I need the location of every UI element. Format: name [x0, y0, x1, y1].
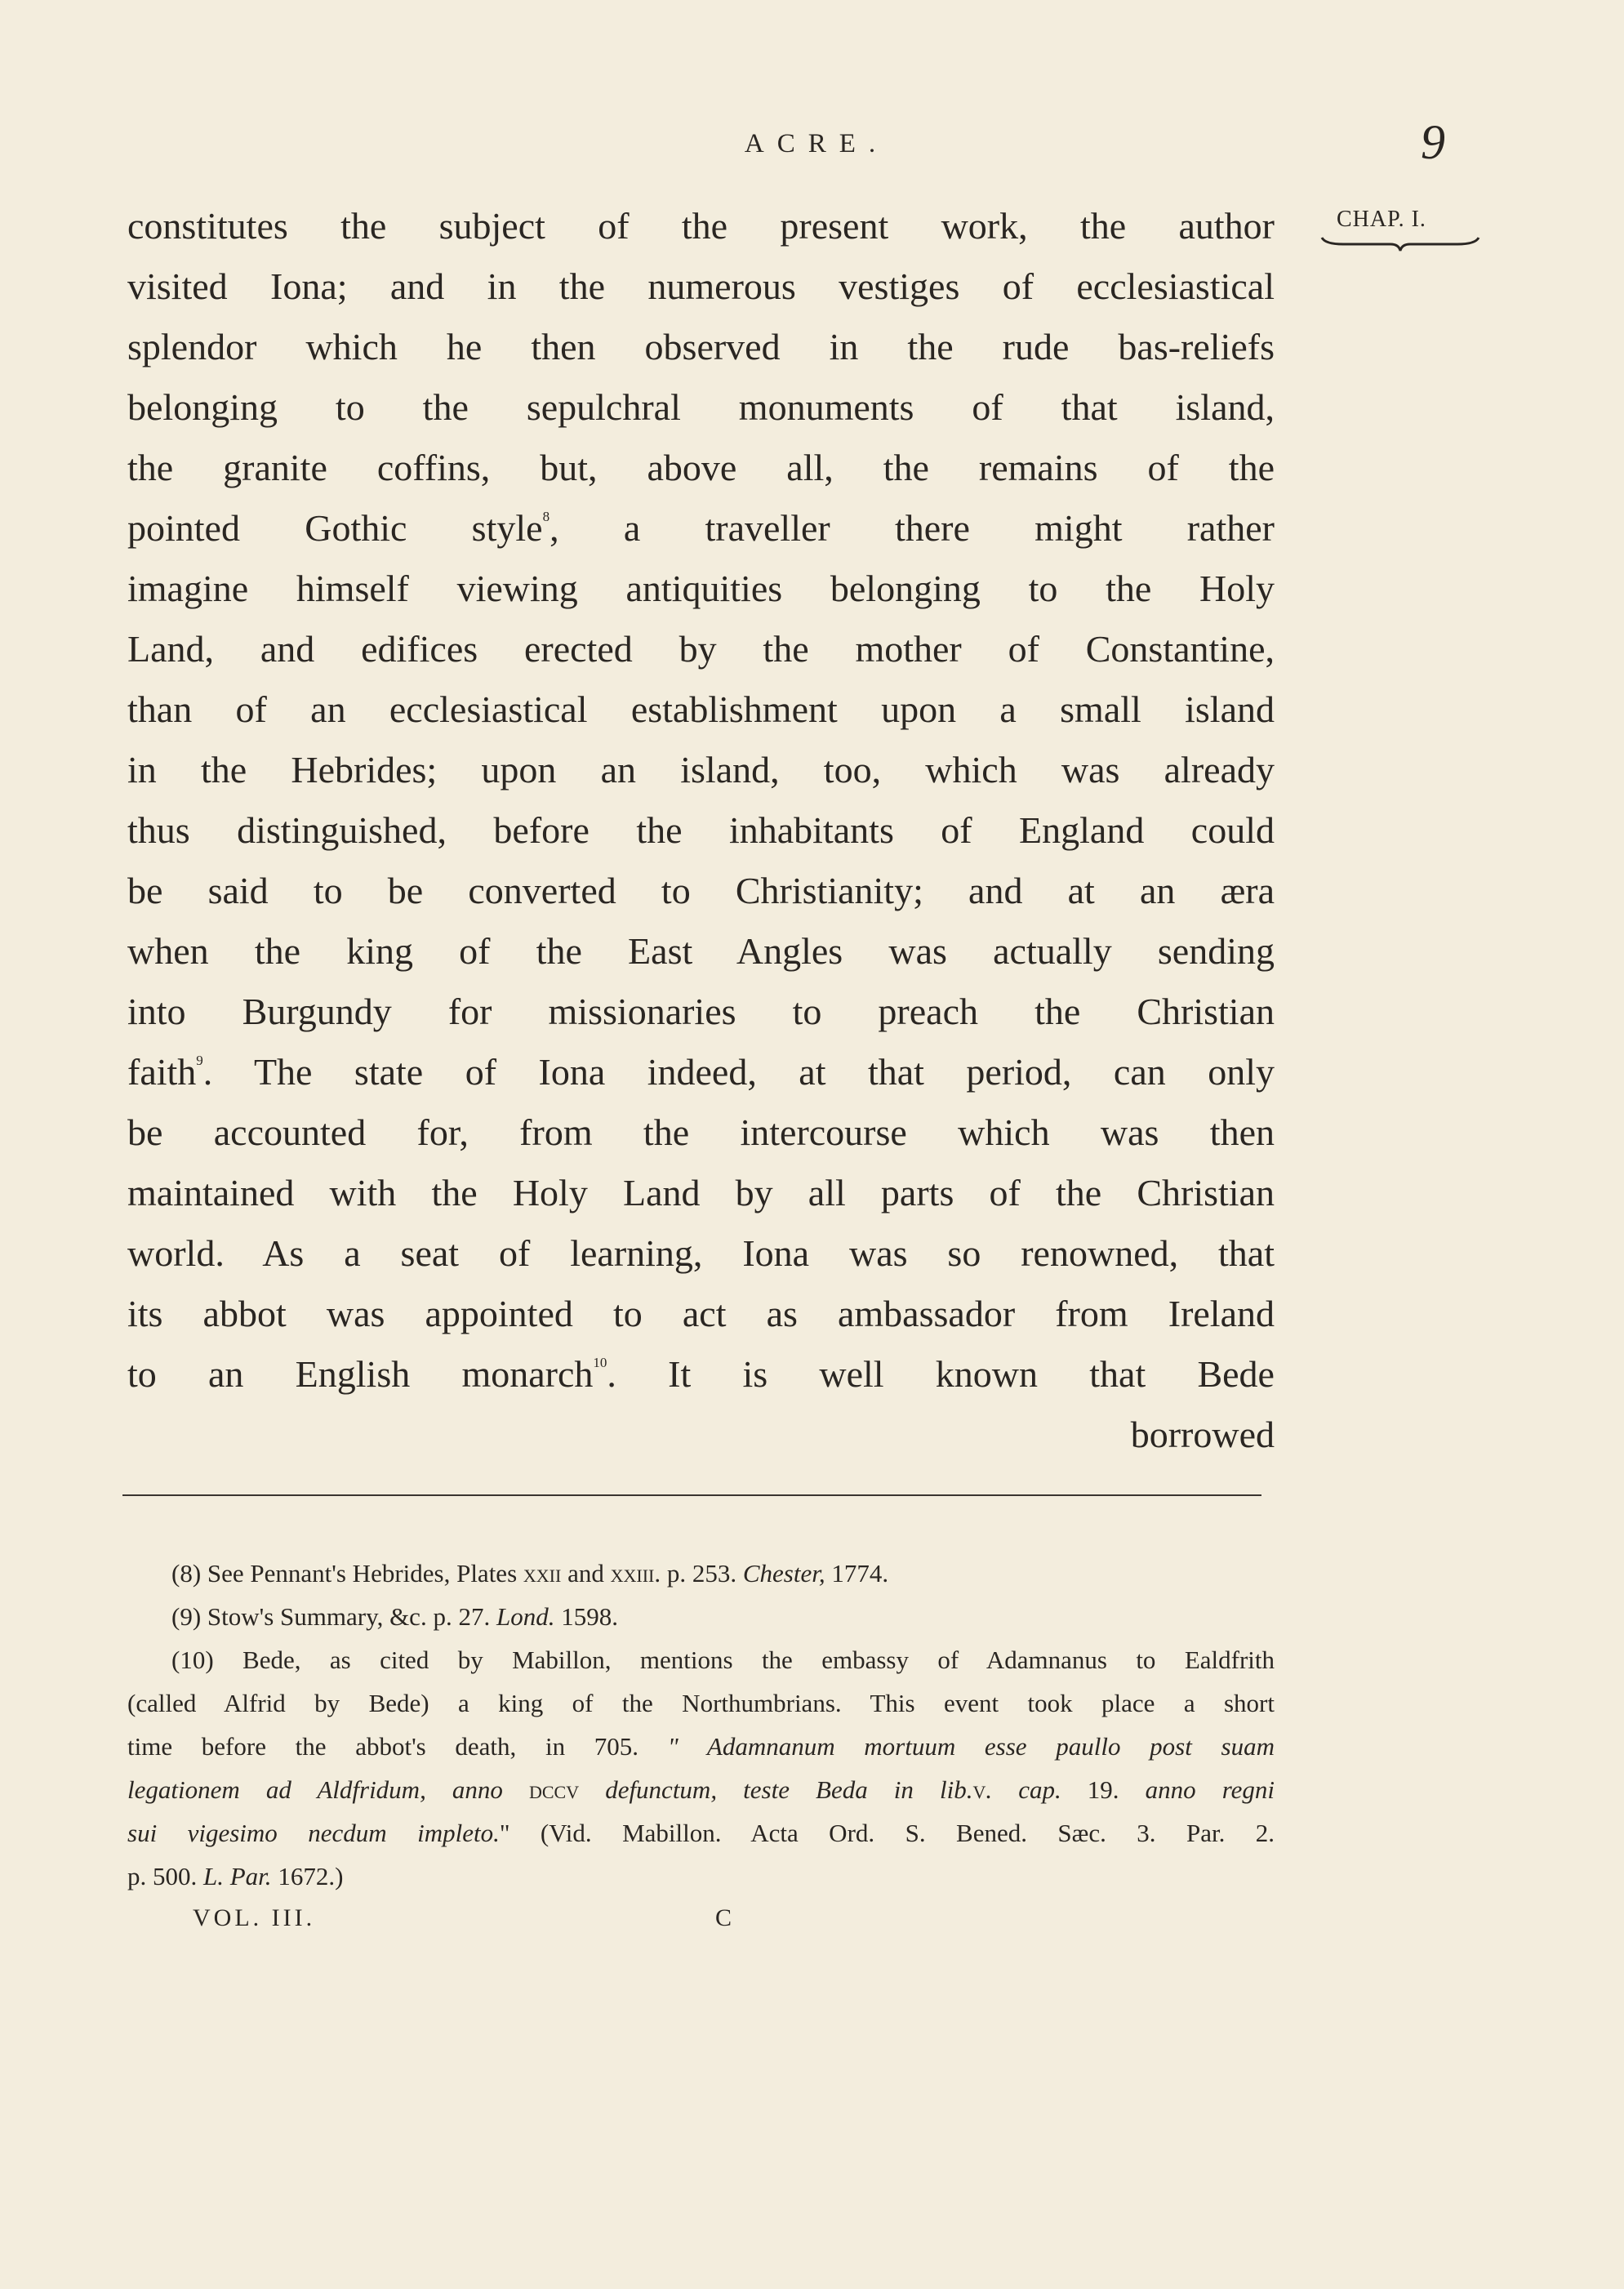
text-line: faith$^9$. The state of Iona indeed, at that period, can only [127, 1051, 1275, 1093]
text-line: to an English monarch$^{10}$. It is well known that Bede [127, 1353, 1275, 1395]
chapter-label: CHAP. I. [1337, 207, 1426, 232]
text-line: when the king of the East Angles was actually sending [127, 930, 1275, 972]
text-line: maintained with the Holy Land by all parts of the Christian [127, 1172, 1275, 1214]
text-line: be accounted for, from the intercourse which was then [127, 1111, 1275, 1153]
footnote-ref-8: 8 [542, 509, 550, 524]
footnote-9: (9) Stow's Summary, &c. p. 27. Lond. 1598. [171, 1602, 618, 1631]
footnote-ref-9: 9 [196, 1053, 203, 1068]
text-line: into Burgundy for missionaries to preach the Christian [127, 991, 1275, 1032]
text-line: pointed Gothic style$^8$, a traveller there might rather [127, 507, 1275, 549]
text-line: constitutes the subject of the present work, the author [127, 205, 1275, 247]
text-line: than of an ecclesiastical establishment upon a small island [127, 688, 1275, 730]
volume-label: VOL. III. [193, 1904, 316, 1931]
footnote-8: (8) See Pennant's Hebrides, Plates xxii and xxiii. p. 253. Chester, 1774. [171, 1559, 889, 1588]
main-text [127, 196, 1275, 1465]
catchword: borrowed [1130, 1414, 1275, 1455]
text-line: the granite coffins, but, above all, the remains of the [127, 447, 1275, 488]
footnote-ref-10: 10 [593, 1355, 607, 1370]
footnotes [127, 1552, 1275, 1898]
footnote-10-line: time before the abbot's death, in 705. " Adamnanum mortuum esse paullo post suam [127, 1732, 1275, 1761]
brace-ornament [1319, 234, 1482, 254]
text-line: world. As a seat of learning, Iona was so renowned, that [127, 1232, 1275, 1274]
footnote-divider [122, 1494, 1261, 1496]
text-line: visited Iona; and in the numerous vestiges of ecclesiastical [127, 265, 1275, 307]
text-line: belonging to the sepulchral monuments of that island, [127, 386, 1275, 428]
text-line: thus distinguished, before the inhabitants of England could [127, 809, 1275, 851]
footnote-10-line: (called Alfrid by Bede) a king of the Northumbrians. This event took place a short [127, 1689, 1275, 1717]
footnote-10-line: legationem ad Aldfridum, anno dccv defunctum, teste Beda in lib.v. cap. 19. anno regni [127, 1775, 1275, 1804]
page-number: 9 [1421, 115, 1445, 169]
signature-mark: C [715, 1904, 736, 1931]
chapter-margin-note [1319, 207, 1482, 254]
footnote-10-line: (10) Bede, as cited by Mabillon, mentions the embassy of Adamnanus to Ealdfrith [171, 1645, 1275, 1674]
text-line: in the Hebrides; upon an island, too, which was already [127, 749, 1275, 790]
text-line: imagine himself viewing antiquities belonging to the Holy [127, 568, 1275, 609]
text-line: its abbot was appointed to act as ambassador from Ireland [127, 1293, 1275, 1334]
text-line: Land, and edifices erected by the mother of Constantine, [127, 628, 1275, 670]
footnote-10-line: p. 500. L. Par. 1672.) [127, 1862, 344, 1890]
running-title: ACRE. [744, 129, 889, 158]
footnote-10-line: sui vigesimo necdum impleto." (Vid. Mabillon. Acta Ord. S. Bened. Sæc. 3. Par. 2. [127, 1819, 1275, 1847]
text-line: be said to be converted to Christianity; and at an æra [127, 870, 1275, 911]
signature-line [193, 1904, 764, 1932]
text-line: splendor which he then observed in the rude bas-reliefs [127, 326, 1275, 367]
